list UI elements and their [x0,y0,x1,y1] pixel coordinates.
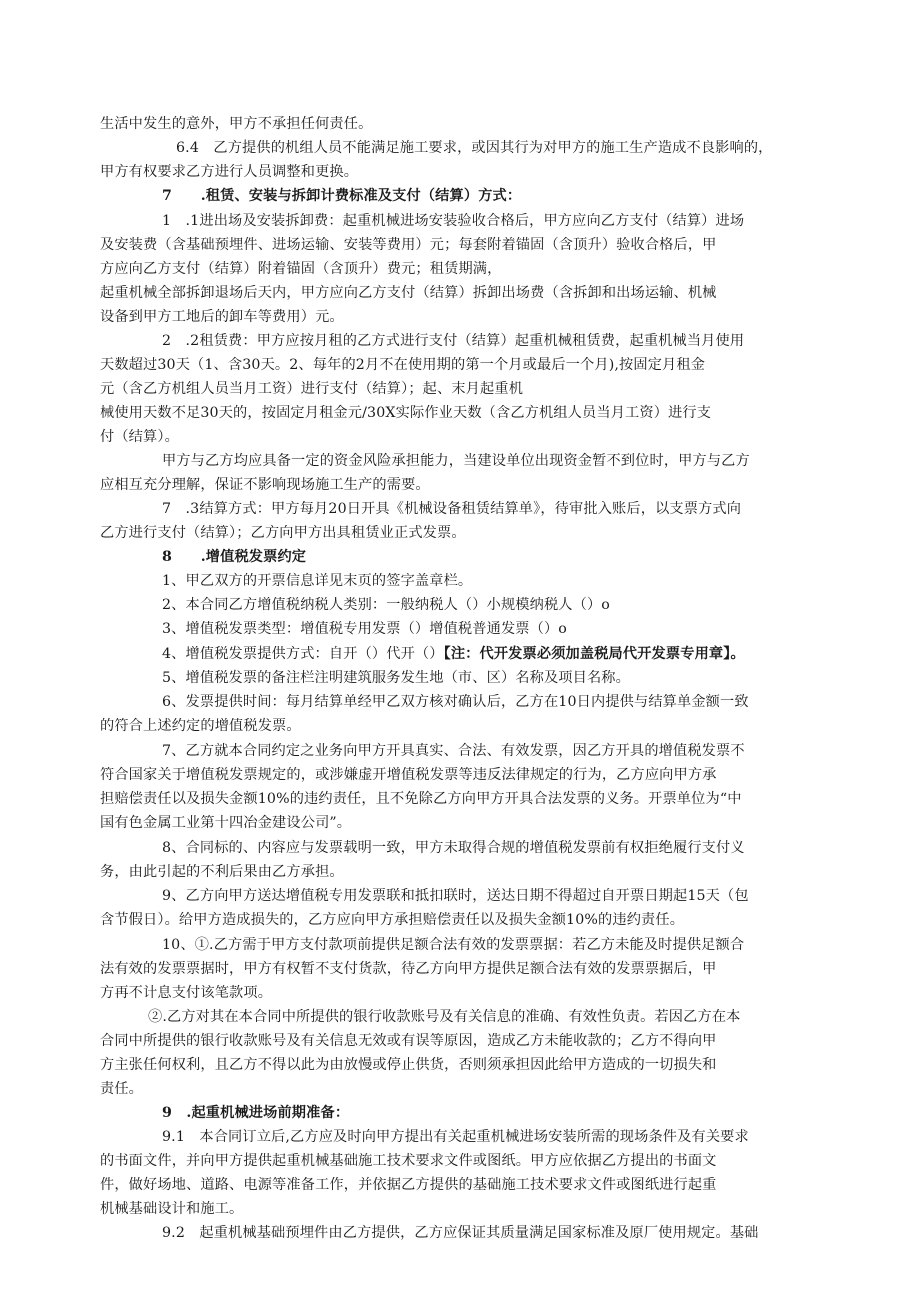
text-line: 的符合上述约定的增值税发票。 [100,718,301,734]
item-8-10-2: ②.乙方对其在本合同中所提供的银行收款账号及有关信息的准确、有效性负责。若因乙方在本 [148,1009,741,1025]
text-line: 起重机械全部拆卸退场后天内，甲方应向乙方支付（结算）拆卸出场费（含拆卸和出场运输、机械 [100,285,717,301]
section-heading-9: 9 .起重机械进场前期准备： [162,1105,350,1121]
clause-9-2: 9.2 起重机械基础预埋件由乙方提供，乙方应保证其质量满足国家标准及原厂使用规定。基础 [162,1225,759,1241]
text-line: 符合国家关于增值税发票规定的，或涉嫌虚开增值税发票等违反法律规定的行为，乙方应向甲方承 [100,767,717,783]
text-line: 机械基础设计和施工。 [100,1201,244,1217]
item-8-3: 3、增值税发票类型：增值税专用发票（）增值税普通发票（）o [162,621,567,637]
item-8-4 [162,644,745,664]
item-8-1: 1、甲乙双方的开票信息详见末页的签字盖章栏。 [162,573,473,589]
item-8-8: 8、合同标的、内容应与发票载明一致，甲方未取得合规的增值税发票前有权拒绝履行支付义 [162,840,745,856]
text-line: 方应向乙方支付（结算）附着锚固（含顶升）费元；租赁期满， [100,261,502,277]
text-line: 方再不计息支付该笔款项。 [100,985,273,1001]
item-8-9: 9、乙方向甲方送达增值税专用发票联和抵扣联时，送达日期不得超过自开票日期起15天（包 [162,888,749,904]
text-line: 件，做好场地、道路、电源等准备工作，并依据乙方提供的基础施工技术要求文件或图纸进行起重 [100,1177,717,1193]
item-8-4-text: 4、增值税发票提供方式：自开（）代开（） [162,646,444,662]
text-line: 械使用天数不足30天的，按固定月租金元/30X实际作业天数（含乙方机组人员当月工资）进行支 [100,405,712,421]
text-line: 担赔偿责任以及损失金额10%的违约责任，且不免除乙方向甲方开具合法发票的义务。开票单位为“中 [100,791,742,807]
text-line: 天数超过30天（1、含30天。2、每年的2月不在使用期的第一个月或最后一个月),按固定月租金 [100,357,706,373]
item-8-7: 7、乙方就本合同约定之业务向甲方开具真实、合法、有效发票，因乙方开具的增值税发票不 [162,743,745,759]
text-line: 责任。 [100,1081,144,1097]
text-line: 设备到甲方工地后的卸车等费用）元。 [100,309,344,325]
clause-6-4: 6.4 乙方提供的机组人员不能满足施工要求，或因其行为对甲方的施工生产造成不良影响的， [176,140,773,156]
text-line: 乙方进行支付（结算）；乙方向甲方出具租赁业正式发票。 [100,525,466,541]
text-line: 生活中发生的意外，甲方不承担任何责任。 [100,116,373,132]
text-line: 务，由此引起的不利后果由乙方承担。 [100,864,344,880]
clause-7-1: 1 .1进出场及安装拆卸费：起重机械进场安装验收合格后，甲方应向乙方支付（结算）进场 [162,213,745,229]
item-8-10: 10、①.乙方需于甲方支付款项前提供足额合法有效的发票票据：若乙方未能及时提供足额合 [162,937,745,953]
text-line: 国有色金属工业第十四冶金建设公司”。 [100,815,352,831]
text-line: 付（结算）。 [100,429,179,445]
text-line: 及安装费（含基础预埋件、进场运输、安装等费用）元；每套附着锚固（含顶升）验收合格后，甲 [100,237,717,253]
paragraph-line: 甲方与乙方均应具备一定的资金风险承担能力，当建设单位出现资金暂不到位时，甲方与乙方 [162,453,750,469]
text-line: 合同中所提供的银行收款账号及有关信息无效或有误等原因，造成乙方未能收款的；乙方不得向甲 [100,1033,717,1049]
clause-7-2: 2 .2租赁费：甲方应按月租的乙方式进行支付（结算）起重机械租赁费，起重机械当月使用 [162,333,745,349]
text-line: 的书面文件，并向甲方提供起重机械基础施工技术要求文件或图纸。甲方应依据乙方提出的书面文 [100,1153,717,1169]
item-8-6: 6、发票提供时间：每月结算单经甲乙双方核对确认后，乙方在10日内提供与结算单金额一致 [162,694,749,710]
section-heading-8: 8 .增值税发票约定 [162,549,307,565]
section-heading-7: 7 .租赁、安装与拆卸计费标准及支付（结算）方式： [162,188,522,204]
item-8-5: 5、增值税发票的备注栏注明建筑服务发生地（市、区）名称及项目名称。 [162,670,630,686]
clause-7-3: 7 .3结算方式：甲方每月20日开具《机械设备租赁结算单》，待审批入账后，以支票方式向 [162,501,742,517]
text-line: 含节假日）。给甲方造成损失的，乙方应向甲方承担赔偿责任以及损失金额10%的违约责任。 [100,912,685,928]
clause-9-1: 9.1 本合同订立后,乙方应及时向甲方提出有关起重机械进场安装所需的现场条件及有关要求 [162,1129,749,1145]
item-8-2: 2、本合同乙方增值税纳税人类别：一般纳税人（）小规模纳税人（）o [162,597,610,613]
item-8-4-note: 【注：代开发票必须加盖税局代开发票专用章】。 [443,646,745,662]
text-line: 甲方有权要求乙方进行人员调整和更换。 [100,164,359,180]
text-line: 方主张任何权利，且乙方不得以此为由放慢或停止供货，否则须承担因此给甲方造成的一切损失和 [100,1057,717,1073]
text-line: 元（含乙方机组人员当月工资）进行支付（结算）；起、末月起重机 [100,381,524,397]
text-line: 法有效的发票票据时，甲方有权暂不支付货款，待乙方向甲方提供足额合法有效的发票票据后，甲 [100,961,717,977]
text-line: 应相互充分理解，保证不影响现场施工生产的需要。 [100,477,430,493]
